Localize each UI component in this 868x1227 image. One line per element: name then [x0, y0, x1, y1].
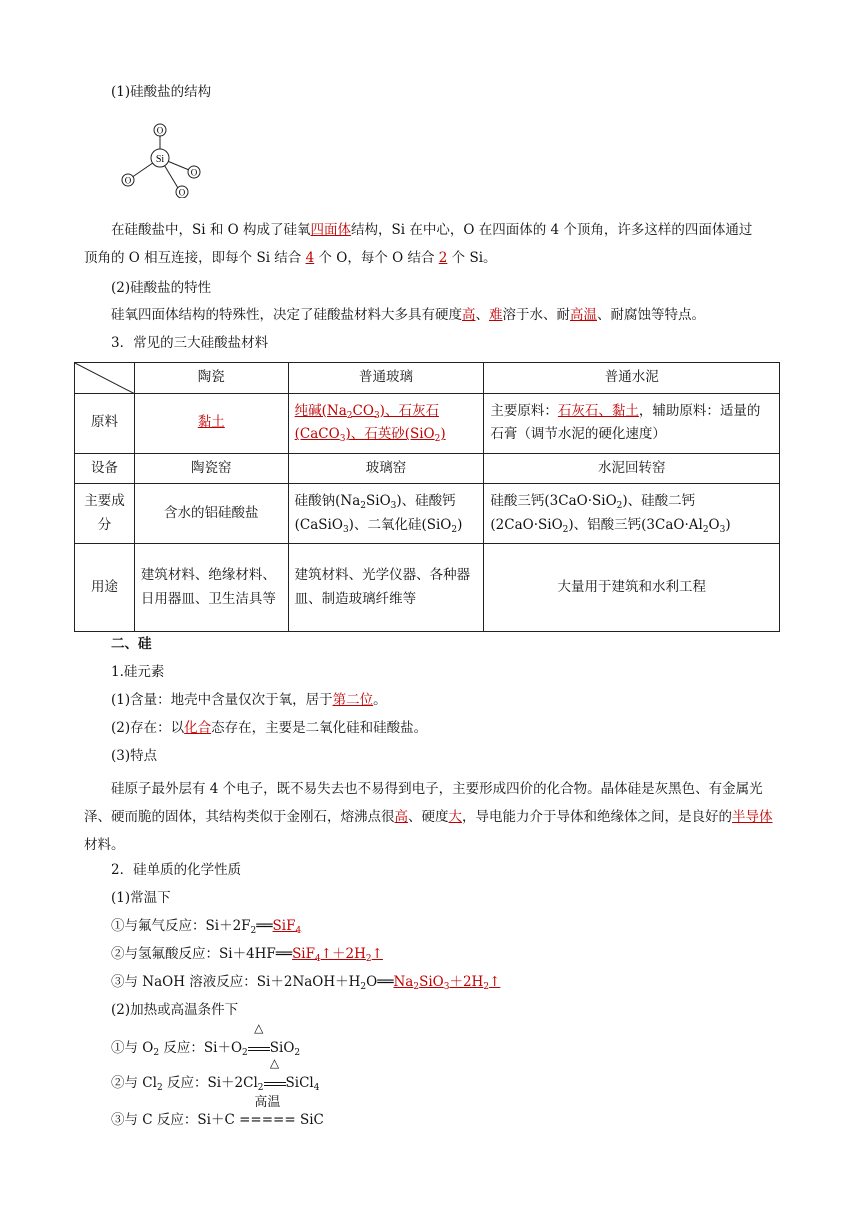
silicate-structure-diagram	[110, 118, 210, 198]
reaction-carbon: ③与 C 反应：Si＋C 高温 ===== SiC	[111, 1095, 324, 1128]
table-cell: 硅酸三钙(3CaO·SiO$_2$)、硅酸二钙(2CaO·SiO$_2$)、铝酸三钙$(3CaO\cdot Al_2O_3)$	[484, 484, 780, 544]
section-heading: (1)硅酸盐的结构	[111, 84, 212, 100]
table-cell: 水泥回转窑	[484, 453, 780, 484]
section-heading: 3．常见的三大硅酸盐材料	[111, 335, 269, 351]
table-cell: 玻璃窑	[288, 453, 484, 484]
subsection-heading: 2．硅单质的化学性质	[111, 862, 242, 878]
diagonal-header-cell	[75, 363, 135, 394]
silicate-materials-table	[74, 362, 780, 632]
table-cell: 纯碱$(Na_2CO_3)$、石灰石 (CaCO$_3$)、石英砂(SiO$_2$)	[288, 393, 484, 453]
reaction-fluorine: ①与氟气反应：$Si+2F_2══SiF_4$	[111, 918, 302, 936]
row-label: 用途	[75, 544, 135, 632]
reaction-chlorine: ②与 $Cl_2$ 反应：$Si+2Cl_2$ △ SiCl$_4$	[111, 1056, 320, 1093]
paragraph-existence: (2)存在：以化合态存在，主要是二氧化硅和硅酸盐。	[111, 720, 428, 736]
row-label: 设备	[75, 453, 135, 484]
table-row	[75, 544, 780, 632]
table-cell: 陶瓷窑	[134, 453, 288, 484]
o-atom-label: O	[178, 187, 186, 198]
table-row	[75, 393, 780, 453]
section-heading: (2)硅酸盐的特性	[111, 280, 212, 296]
row-label: 主要成分	[75, 484, 135, 544]
paragraph-properties: 硅氧四面体结构的特殊性，决定了硅酸盐材料大多具有硬度高、难溶于水、耐高温、耐腐蚀等特点。	[111, 307, 705, 323]
column-header: 普通水泥	[484, 363, 780, 394]
table-cell: 主要原料：石灰石、黏土，辅助原料：适量的石膏（调节水泥的硬化速度）	[484, 393, 780, 453]
paragraph-structure-line2: 顶角的 O 相互连接，即每个 Si 结合 4 个 O，每个 O 结合 2 个 Si。	[84, 250, 497, 266]
si-atom-label: Si	[155, 154, 165, 165]
column-header: 普通玻璃	[288, 363, 484, 394]
paragraph-content: (1)含量：地壳中含量仅次于氧，居于第二位。	[111, 692, 387, 708]
table-cell: 建筑材料、绝缘材料、日用器皿、卫生洁具等	[134, 544, 288, 632]
table-cell: 含水的铝硅酸盐	[134, 484, 288, 544]
table-row	[75, 453, 780, 484]
table-cell: 硅酸钠$(Na_2SiO_3)$、硅酸钙(CaSiO$_3$)、二氧化硅(SiO$_2$)	[288, 484, 484, 544]
reaction-naoh: ③与 NaOH 溶液反应：$Si+2NaOH+H_2O══Na_2SiO_3+2H_2↑$	[111, 974, 501, 992]
o-atom-label: O	[190, 167, 198, 178]
row-label: 原料	[75, 393, 135, 453]
reaction-hf: ②与氢氟酸反应：$Si+4HF══SiF_4↑+2H_2↑$	[111, 946, 383, 964]
table-cell: 大量用于建筑和水利工程	[484, 544, 780, 632]
paragraph-room-temp: (1)常温下	[111, 890, 171, 906]
subsection-heading: 1.硅元素	[111, 664, 165, 680]
table-cell: 黏土	[134, 393, 288, 453]
paragraph-features-heading: (3)特点	[111, 748, 158, 764]
paragraph-heating: (2)加热或高温条件下	[111, 1002, 239, 1018]
table-header-row	[75, 363, 780, 394]
o-atom-label: O	[124, 175, 132, 186]
reaction-oxygen: ①与 $O_2$ 反应：$Si+O_2$ △ SiO$_2$	[111, 1021, 301, 1058]
paragraph-structure-line1: 在硅酸盐中，Si 和 O 构成了硅氧四面体结构，Si 在中心，O 在四面体的 4 个顶角，许多这样的四面体通过	[111, 222, 753, 238]
o-atom-label: O	[156, 125, 164, 136]
paragraph-features: 硅原子最外层有 4 个电子，既不易失去也不易得到电子，主要形成四价的化合物。晶体硅是灰黑色、有金属光泽、硬而脆的固体，其结构类似于金刚石，熔沸点很高、硬度大，导电能力介于导体和绝缘体之间，是良好的半导体材料。	[84, 781, 773, 853]
table-row	[75, 484, 780, 544]
table-cell: 建筑材料、光学仪器、各种器皿、制造玻璃纤维等	[288, 544, 484, 632]
section-heading-silicon: 二、硅	[111, 636, 152, 652]
column-header: 陶瓷	[134, 363, 288, 394]
